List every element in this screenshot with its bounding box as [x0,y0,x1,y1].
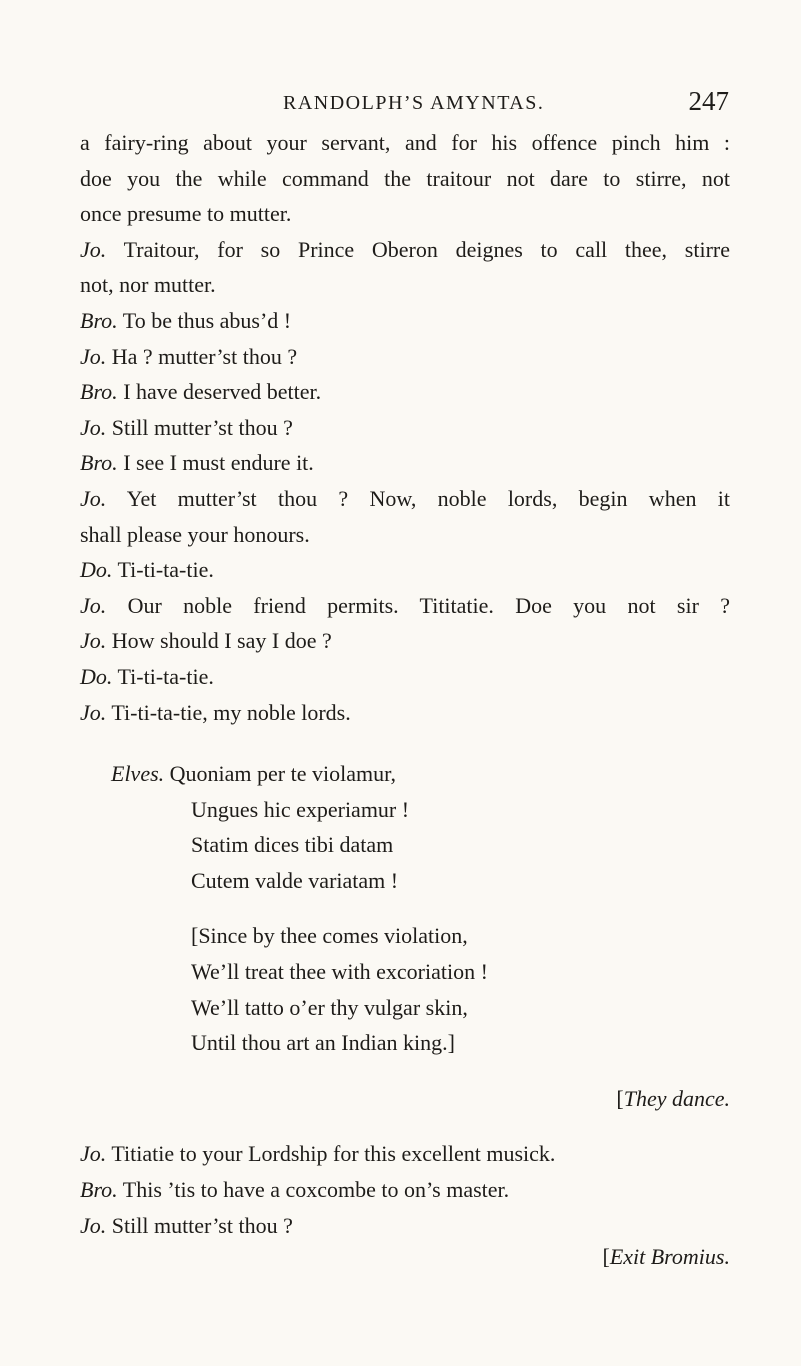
speaker-name: Jo. [80,699,107,725]
speaker-name: Do. [80,557,113,583]
speaker-name: Bro. [80,379,118,405]
dialogue-line [80,1172,730,1208]
speaker-name: Bro. [80,450,118,476]
stage-direction [80,1239,730,1275]
song-line: Statim dices tibi datam [191,832,394,858]
direction-text: Exit Bromius. [609,1244,730,1270]
speech-text: Yet mutter’st thou ? Now, noble lords, begin when it [126,485,730,511]
translation-line: We’ll treat thee with excoriation ! [191,959,488,985]
song-line: Ungues hic experiamur ! [191,796,410,822]
dialogue-line [80,695,730,731]
translation-line: We’ll tatto o’er thy vulgar skin, [191,994,468,1020]
speaker-name: Bro. [80,1177,118,1203]
speaker-name: Do. [80,663,113,689]
speech-text: Ti-ti-ta-tie, my noble lords. [111,699,351,725]
speech-text: To be thus abus’d ! [122,307,292,333]
dialogue-line [80,659,730,695]
play-text [80,125,730,1275]
prose-line: once presume to mutter. [80,201,292,227]
speaker-name: Jo. [80,236,107,262]
song-line: Cutem valde variatam ! [191,867,399,893]
dialogue-line [80,588,730,624]
speech-text: Still mutter’st thou ? [111,414,293,440]
dialogue-line [80,1208,730,1244]
speaker-name: Jo. [80,485,107,511]
page-header [0,86,801,120]
dialogue-line [80,623,730,659]
translation-line: [Since by thee comes violation, [191,923,468,949]
bracket: [ [602,1244,610,1270]
dialogue-line [80,552,730,588]
dialogue-continuation: shall please your honours. [80,521,310,547]
stanza-gap [80,730,730,756]
stanza-gap [80,1116,730,1136]
speech-text: Ti-ti-ta-tie. [117,557,214,583]
stanza-gap [80,1061,730,1081]
speaker-name: Jo. [80,414,107,440]
speaker-name: Jo. [80,343,107,369]
speaker-name: Jo. [80,592,107,618]
direction-text: They dance. [623,1085,730,1111]
stanza-gap [80,898,730,918]
speaker-name: Jo. [80,628,107,654]
running-title: RANDOLPH’S AMYNTAS. [283,92,545,114]
dialogue-line [80,1136,730,1172]
dialogue-line [80,445,730,481]
dialogue-line [80,374,730,410]
dialogue-line [80,339,730,375]
translation-line: Until thou art an Indian king.] [191,1030,455,1056]
speech-text: Ti-ti-ta-tie. [117,663,214,689]
dialogue-line [80,410,730,446]
speech-text: Still mutter’st thou ? [111,1212,293,1238]
speaker-name: Elves. [111,761,165,787]
dialogue-line [80,481,730,517]
song-line [80,756,730,792]
speech-text: Ha ? mutter’st thou ? [111,343,298,369]
speech-text: Traitour, for so Prince Oberon deignes to call thee, stirre [123,236,730,262]
speech-text: I have deserved better. [123,379,322,405]
speaker-name: Jo. [80,1141,107,1167]
verse-text: Quoniam per te violamur, [169,761,397,787]
speech-text: I see I must endure it. [123,450,314,476]
dialogue-continuation: not, nor mutter. [80,272,216,298]
prose-line: doe you the while command the traitour not dare to stirre, not [80,165,730,191]
bracket: [ [616,1085,624,1111]
speech-text: Titiatie to your Lordship for this excellent musick. [111,1141,556,1167]
dialogue-line [80,303,730,339]
page-number: 247 [688,86,729,116]
speaker-name: Bro. [80,307,118,333]
prose-line: a fairy-ring about your servant, and for his offence pinch him : [80,130,730,155]
dialogue-line [80,232,730,268]
speech-text: How should I say I doe ? [111,628,332,654]
speech-text: This ’tis to have a coxcombe to on’s master. [122,1177,510,1203]
speaker-name: Jo. [80,1212,107,1238]
speech-text: Our noble friend permits. Tititatie. Doe you not sir ? [127,592,730,618]
stage-direction [80,1081,730,1117]
